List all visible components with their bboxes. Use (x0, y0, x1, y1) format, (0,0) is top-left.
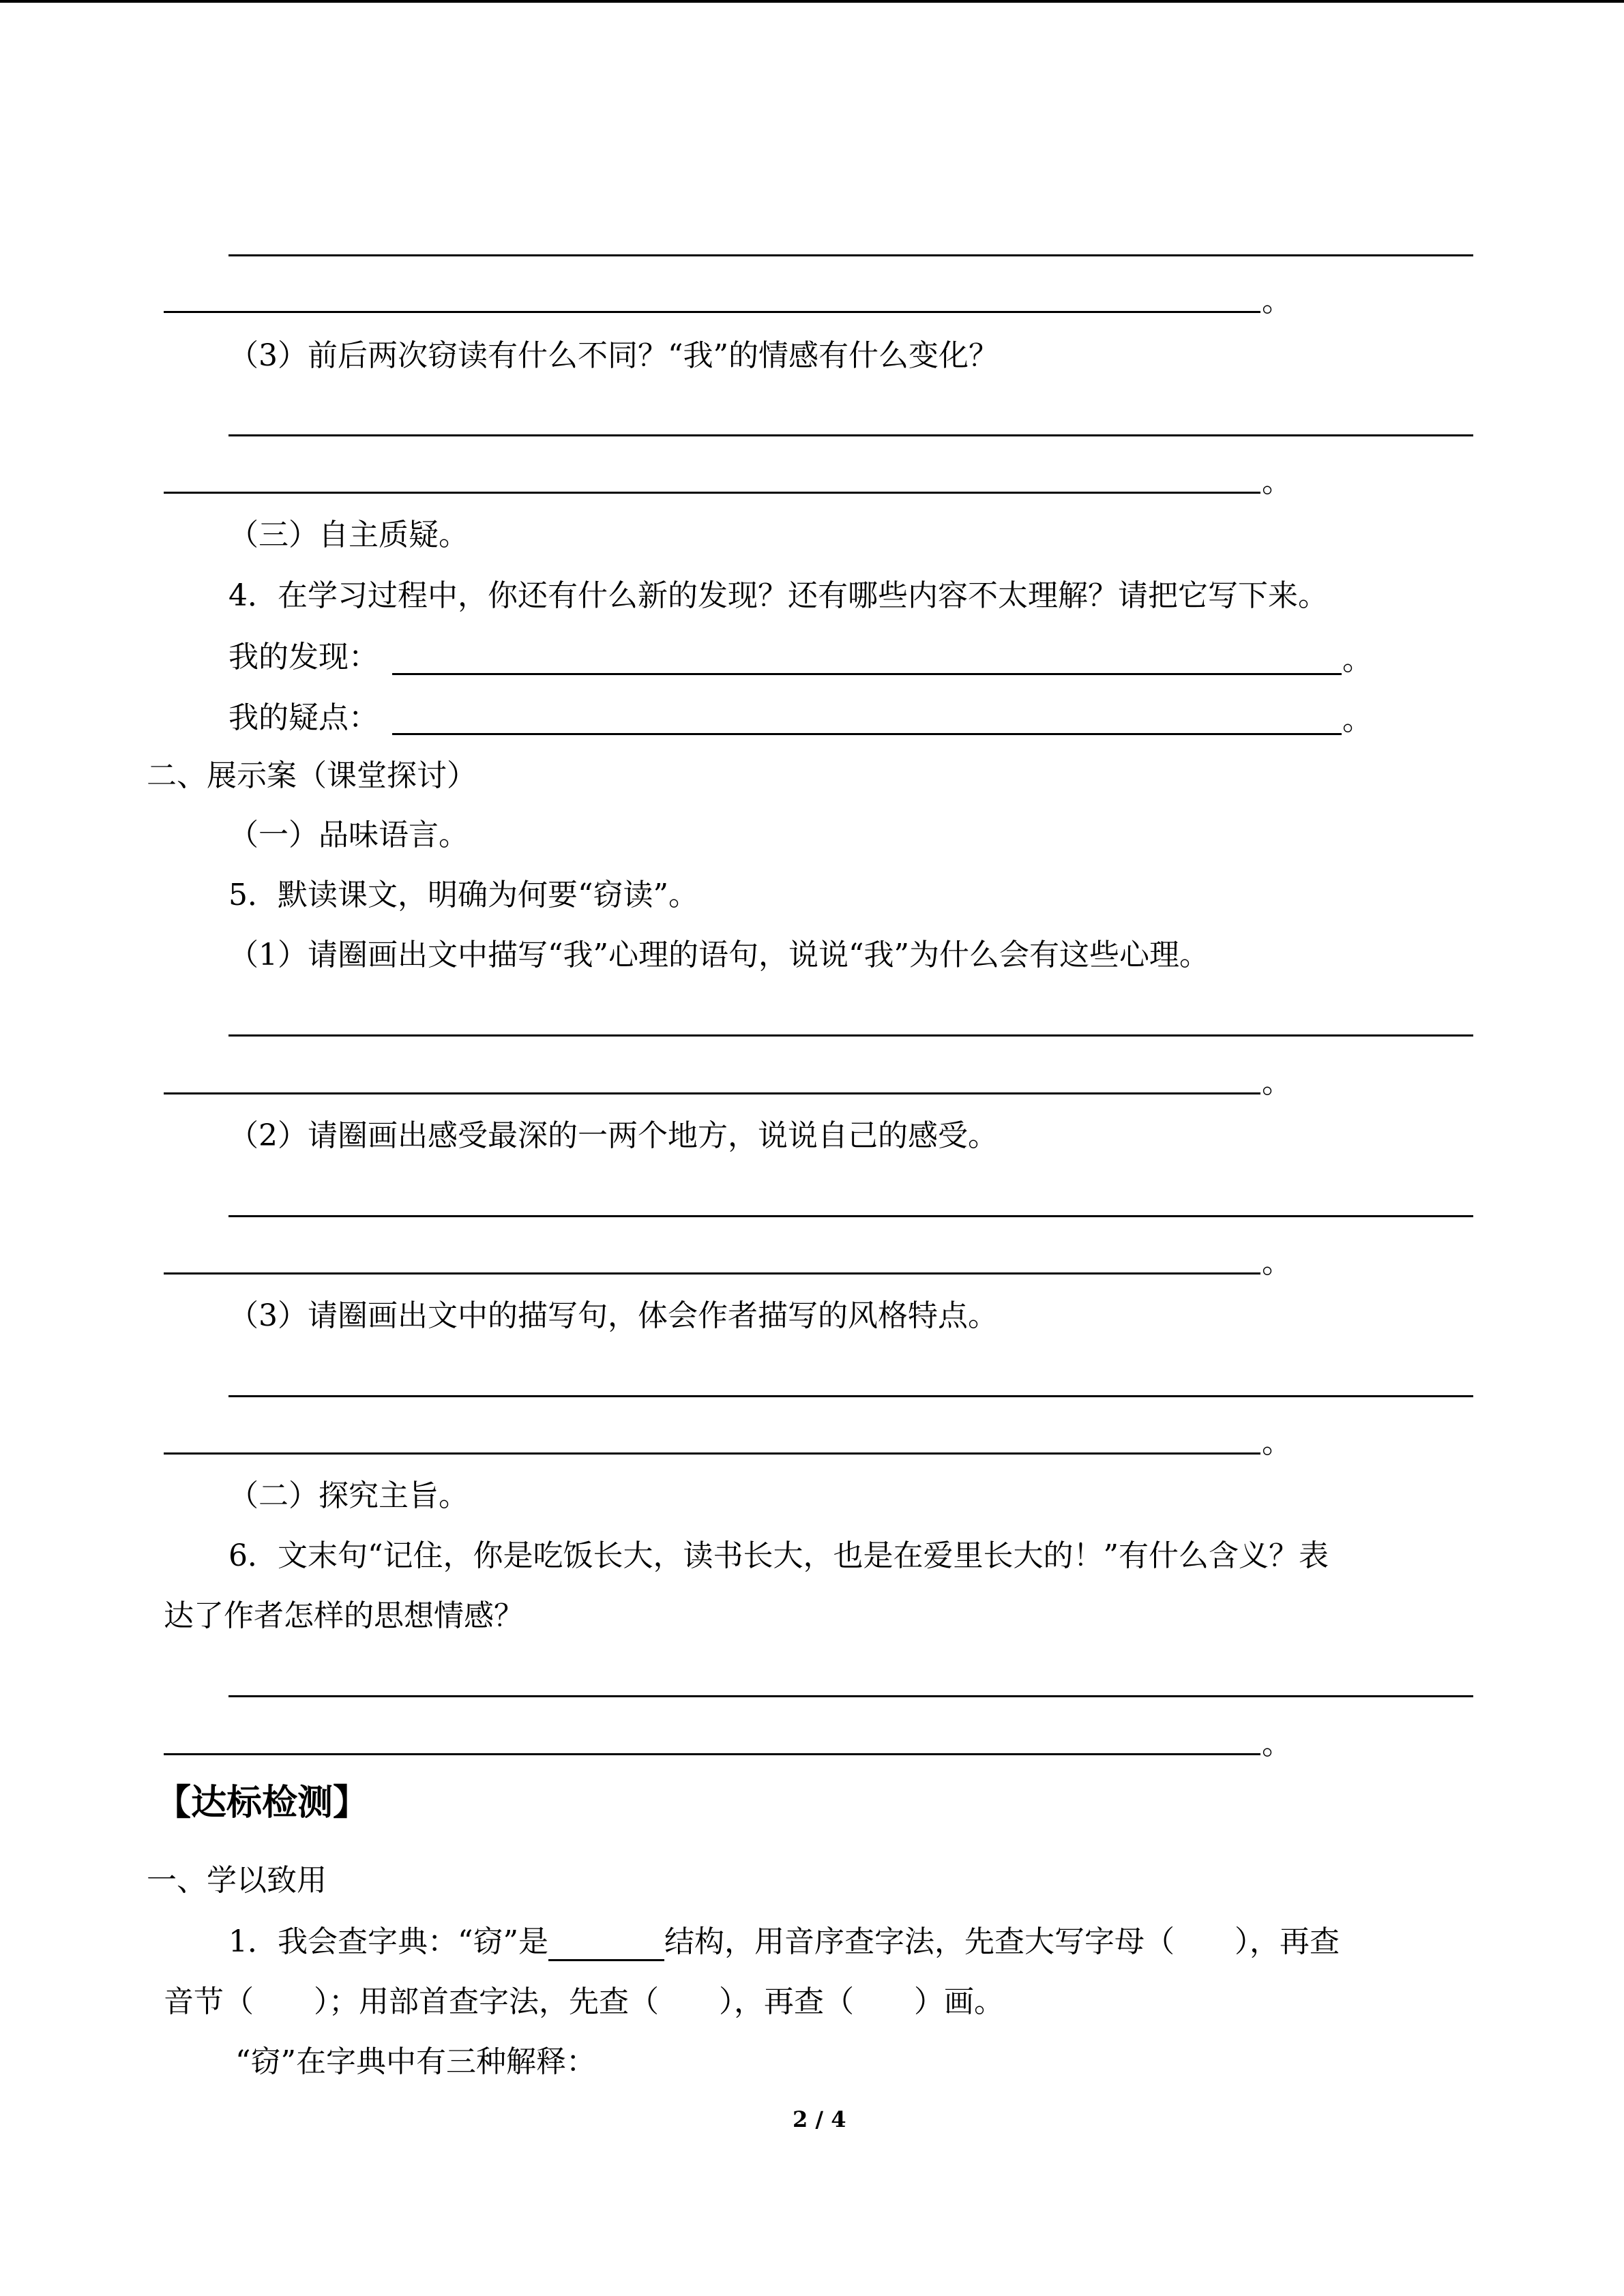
answer-line (164, 311, 1260, 313)
part-1-title: 一、学以致用 (147, 1863, 327, 1898)
doubt-answer-line (392, 733, 1342, 735)
answer-line (164, 1753, 1260, 1755)
answer-line (228, 434, 1473, 436)
structure-blank[interactable] (548, 1929, 664, 1961)
section-self-question: （三）自主质疑。 (228, 518, 469, 552)
period: 。 (1262, 1245, 1292, 1280)
answer-line (228, 1395, 1473, 1397)
period: 。 (1342, 642, 1372, 677)
period: 。 (1342, 702, 1372, 737)
question-6-line-1: 6．文末句“记住，你是吃饭长大，读书长大，也是在爱里长大的！”有什么含义？表 (228, 1538, 1329, 1573)
question-4-text: 4．在学习过程中，你还有什么新的发现？还有哪些内容不太理解？请把它写下来。 (228, 578, 1328, 613)
question-6-line-2: 达了作者怎样的思想情感？ (164, 1598, 524, 1633)
page-number: 2 / 4 (793, 2106, 846, 2132)
question-5-1: （1）请圈画出文中描写“我”心理的语句，说说“我”为什么会有这些心理。 (228, 938, 1209, 972)
question-1-line-2: 音节（ ）；用部首查字法，先查（ ），再查（ ）画。 (164, 1984, 1004, 2019)
heading-standard-check: 【达标检测】 (156, 1782, 369, 1823)
answer-line (228, 1215, 1473, 1217)
answer-line (164, 1452, 1260, 1455)
my-discovery-label: 我的发现： (228, 640, 379, 674)
part-2-title: 二、展示案（课堂探讨） (147, 758, 477, 793)
answer-line (228, 1034, 1473, 1037)
period: 。 (1262, 1727, 1292, 1761)
period: 。 (1262, 464, 1292, 499)
question-1-prefix: 1．我会查字典：“窃”是 (228, 1924, 548, 1959)
question-5-3: （3）请圈画出文中的描写句，体会作者描写的风格特点。 (228, 1298, 998, 1333)
question-5-text: 5．默读课文，明确为何要“窃读”。 (228, 878, 698, 912)
answer-line (164, 492, 1260, 494)
period: 。 (1262, 1065, 1292, 1100)
answer-line (228, 254, 1473, 256)
question-1-suffix: 结构，用音序查字法，先查大写字母（ ），再查 (664, 1924, 1340, 1959)
answer-line (164, 1272, 1260, 1274)
discovery-answer-line (392, 673, 1342, 675)
question-1-line-1 (228, 1923, 1340, 1961)
top-border (0, 0, 1624, 3)
period: 。 (1262, 1425, 1292, 1460)
my-doubt-label: 我的疑点： (228, 700, 379, 735)
question-3-label: （3）前后两次窃读有什么不同？“我”的情感有什么变化？ (228, 338, 999, 373)
answer-line (228, 1695, 1473, 1697)
question-5-2: （2）请圈画出感受最深的一两个地方，说说自己的感受。 (228, 1118, 998, 1153)
period: 。 (1262, 284, 1292, 318)
question-1-line-3: “窃”在字典中有三种解释： (235, 2044, 596, 2079)
section-explore-theme: （二）探究主旨。 (228, 1478, 469, 1513)
answer-line (164, 1092, 1260, 1094)
section-taste-language: （一）品味语言。 (228, 818, 469, 852)
